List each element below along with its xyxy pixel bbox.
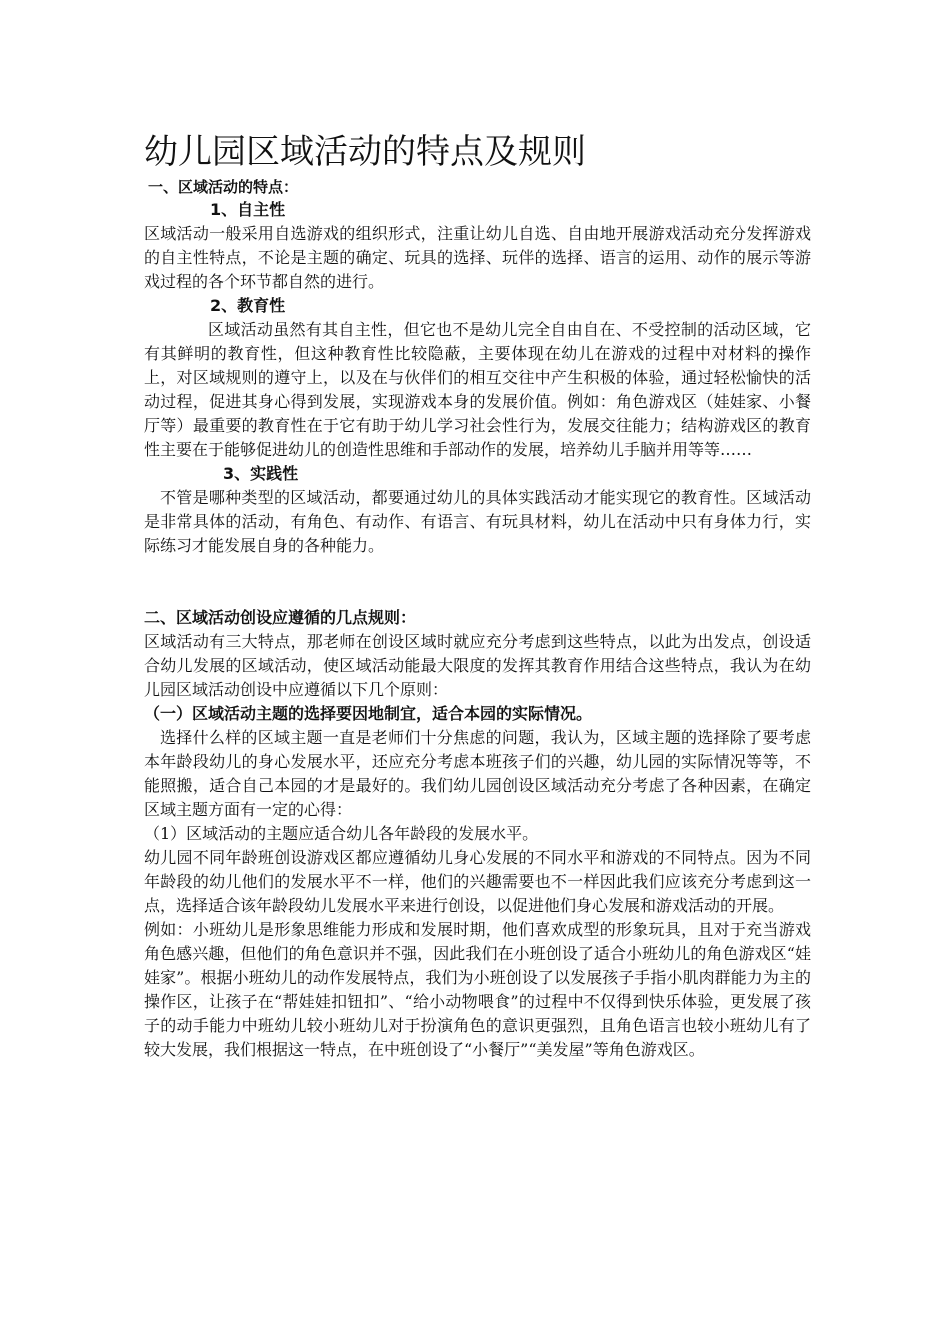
rule-1-paragraph: 选择什么样的区域主题一直是老师们十分焦虑的问题，我认为，区域主题的选择除了要考虑本年龄段幼儿的身心发展水平，还应充分考虑本班孩子们的兴趣，幼儿园的实际情况等等，不能照搬，适合自己本园的才是最好的。我们幼儿园创设区域活动充分考虑了各种因素，在确定区域主题方面有一定的心得：	[144, 728, 811, 819]
document-body	[144, 128, 811, 1062]
item-1-heading: 1、自主性	[210, 200, 286, 219]
rule-1-heading: （一）区域活动主题的选择要因地制宜，适合本园的实际情况。	[144, 704, 593, 723]
point-1-paragraph: 幼儿园不同年龄班创设游戏区都应遵循幼儿身心发展的不同水平和游戏的不同特点。因为不同年龄段的幼儿他们的发展水平不一样，他们的兴趣需要也不一样因此我们应该充分考虑到这一点，选择适合该年龄段幼儿发展水平来进行创设，以促进他们身心发展和游戏活动的开展。	[144, 848, 811, 915]
section-spacer	[144, 558, 811, 606]
section-2-heading: 二、区域活动创设应遵循的几点规则：	[144, 608, 417, 627]
item-3-heading: 3、实践性	[223, 464, 299, 483]
section-1-heading: 一、区域活动的特点：	[148, 178, 299, 196]
section-2-intro: 区域活动有三大特点，那老师在创设区域时就应充分考虑到这些特点，以此为出发点，创设适合幼儿发展的区域活动，使区域活动能最大限度的发挥其教育作用结合这些特点，我认为在幼儿园区域活动创设中应遵循以下几个原则：	[144, 632, 811, 699]
item-2-heading: 2、教育性	[210, 296, 286, 315]
item-3-paragraph: 不管是哪种类型的区域活动，都要通过幼儿的具体实践活动才能实现它的教育性。区域活动是非常具体的活动，有角色、有动作、有语言、有玩具材料，幼儿在活动中只有身体力行，实际练习才能发展自身的各种能力。	[144, 488, 811, 555]
point-1-heading: （1）区域活动的主题应适合幼儿各年龄段的发展水平。	[144, 824, 539, 843]
item-2-paragraph: 区域活动虽然有其自主性，但它也不是幼儿完全自由自在、不受控制的活动区域，它有其鲜明的教育性，但这种教育性比较隐蔽，主要体现在幼儿在游戏的过程中对材料的操作上，对区域规则的遵守上，以及在与伙伴们的相互交往中产生积极的体验，通过轻松愉快的活动过程，促进其身心得到发展，实现游戏本身的发展价值。例如：角色游戏区（娃娃家、小餐厅等）最重要的教育性在于它有助于幼儿学习社会性行为，发展交往能力；结构游戏区的教育性主要在于能够促进幼儿的创造性思维和手部动作的发展，培养幼儿手脑并用等等……	[144, 320, 811, 459]
example-paragraph: 例如：小班幼儿是形象思维能力形成和发展时期，他们喜欢成型的形象玩具，且对于充当游戏角色感兴趣，但他们的角色意识并不强，因此我们在小班创设了适合小班幼儿的角色游戏区“娃娃家”。根据小班幼儿的动作发展特点，我们为小班创设了以发展孩子手指小肌肉群能力为主的操作区，让孩子在“帮娃娃扣钮扣”、“给小动物喂食”的过程中不仅得到快乐体验，更发展了孩子的动手能力中班幼儿较小班幼儿对于扮演角色的意识更强烈，且角色语言也较小班幼儿有了较大发展，我们根据这一特点，在中班创设了“小餐厅”“美发屋”等角色游戏区。	[144, 920, 811, 1059]
item-1-paragraph: 区域活动一般采用自选游戏的组织形式，注重让幼儿自选、自由地开展游戏活动充分发挥游戏的自主性特点，不论是主题的确定、玩具的选择、玩伴的选择、语言的运用、动作的展示等游戏过程的各个环节都自然的进行。	[144, 224, 811, 291]
page-title: 幼儿园区域活动的特点及规则	[144, 132, 586, 172]
